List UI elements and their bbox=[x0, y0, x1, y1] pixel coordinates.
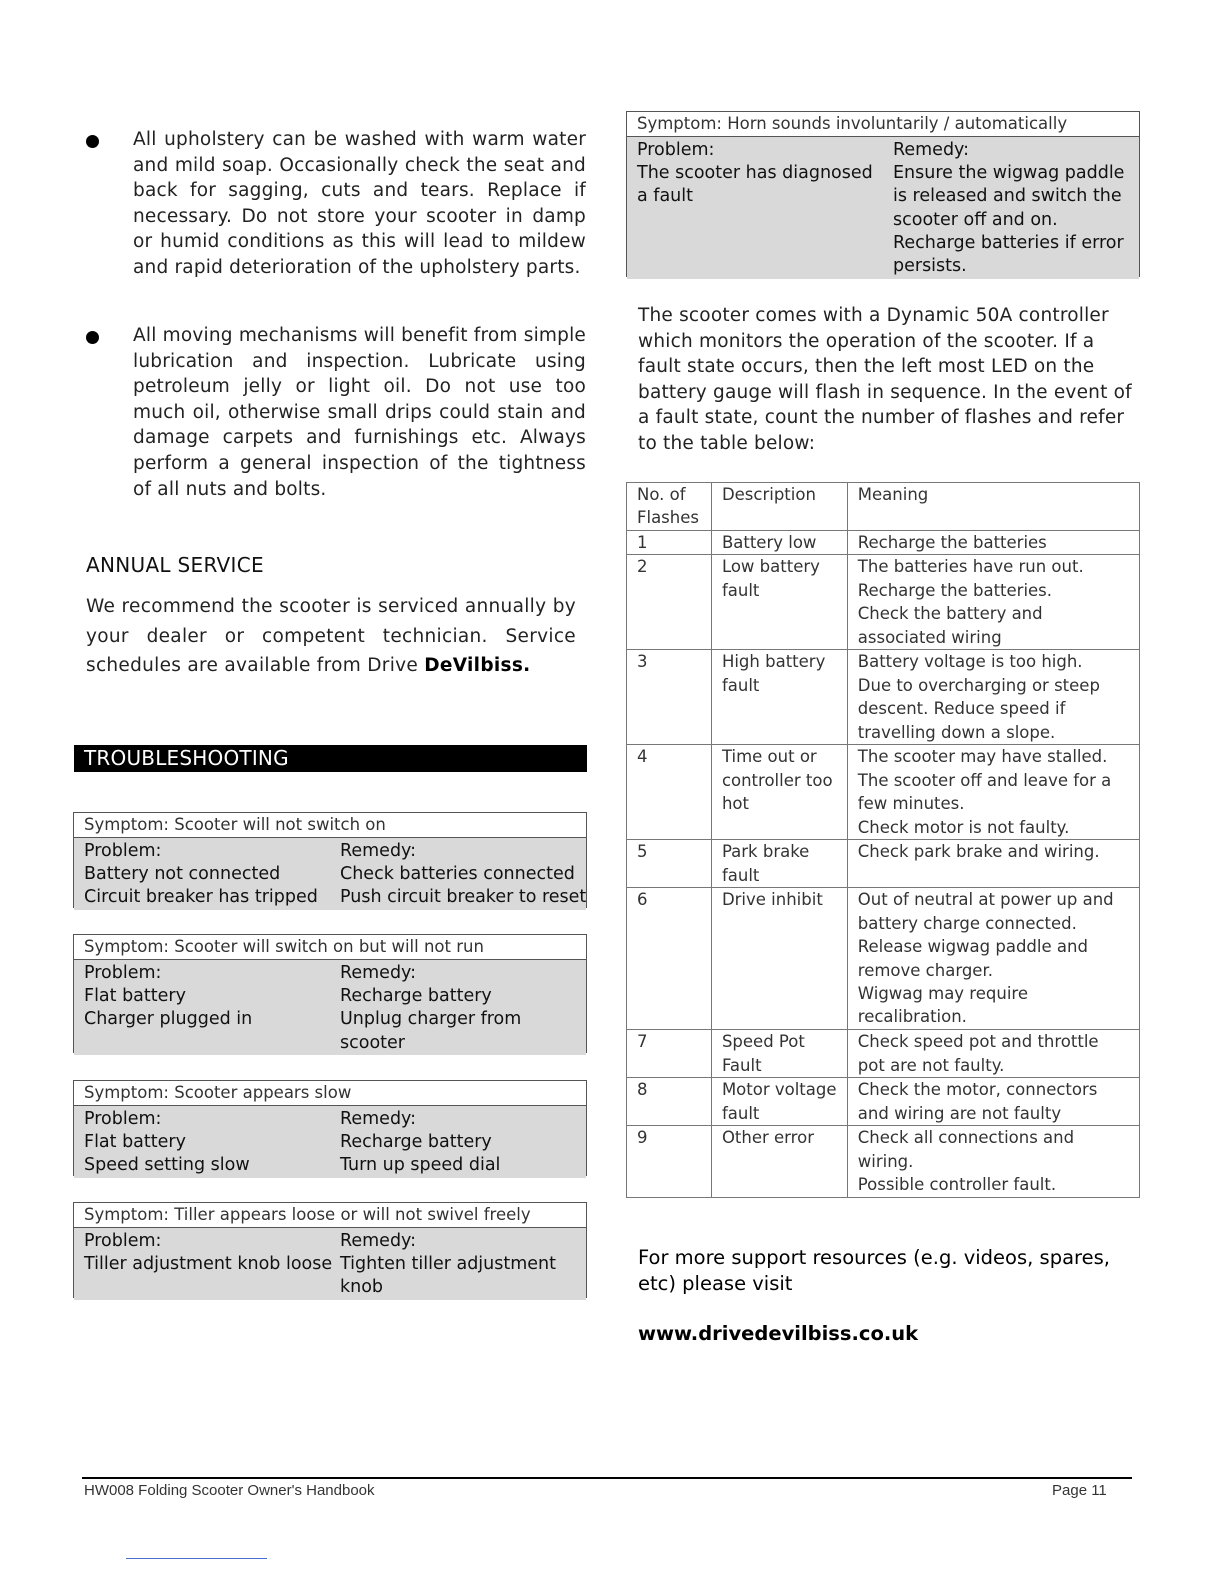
problem-item: Charger plugged in bbox=[84, 1009, 253, 1030]
problem-column bbox=[74, 962, 330, 1055]
bullet-dot-icon bbox=[86, 331, 99, 344]
description-cell: Time out or controller too hot bbox=[711, 745, 847, 840]
problem-column bbox=[74, 840, 330, 910]
meaning-line: Check park brake and wiring. bbox=[857, 842, 1100, 862]
description-cell: Low battery fault bbox=[711, 555, 847, 650]
meaning-cell bbox=[847, 555, 1139, 650]
problem-label: Problem: bbox=[84, 841, 162, 861]
remedy-column bbox=[330, 1108, 586, 1178]
problem-label: Problem: bbox=[84, 1109, 162, 1129]
remedy-column bbox=[330, 840, 586, 910]
symptom-body bbox=[74, 838, 586, 910]
table-row bbox=[627, 1126, 1140, 1197]
table-row bbox=[627, 650, 1140, 745]
problem-item: Battery not connected bbox=[84, 864, 281, 885]
remedy-column bbox=[330, 962, 586, 1055]
remedy-item: Recharge battery bbox=[340, 986, 492, 1007]
remedy-column bbox=[330, 1230, 586, 1300]
footer-divider bbox=[82, 1477, 1132, 1479]
bullet-dot-icon bbox=[86, 135, 99, 148]
meaning-cell bbox=[847, 1030, 1139, 1078]
troubleshooting-heading: TROUBLESHOOTING bbox=[74, 745, 587, 772]
description-cell: Battery low bbox=[711, 531, 847, 555]
bullet-upholstery bbox=[86, 127, 586, 281]
problem-item: Circuit breaker has tripped bbox=[84, 887, 318, 908]
meaning-line: few minutes. bbox=[857, 794, 965, 814]
meaning-line: Due to overcharging or steep bbox=[857, 675, 1100, 695]
problem-item: a fault bbox=[637, 186, 693, 207]
remedy-item: scooter bbox=[340, 1032, 405, 1053]
symptom-label: Symptom: Horn sounds involuntarily / automatically bbox=[627, 112, 1139, 137]
symptom-label: Symptom: Tiller appears loose or will not swivel freely bbox=[74, 1203, 586, 1228]
symptom-table-horn bbox=[626, 111, 1140, 277]
meaning-line: wiring. bbox=[857, 1151, 914, 1171]
brand-name: DeVilbiss. bbox=[424, 655, 531, 676]
table-row bbox=[627, 840, 1140, 888]
remedy-item: persists. bbox=[893, 256, 967, 277]
header-flashes: No. of Flashes bbox=[627, 483, 712, 531]
controller-paragraph: The scooter comes with a Dynamic 50A controller which monitors the operation of the scooter. If a fault state occurs, then the left most LED on the battery gauge will flash in sequence. In the event of a fault state, count the number of flashes and refer to the table below: bbox=[638, 305, 1132, 454]
problem-label: Problem: bbox=[84, 963, 162, 983]
remedy-item: Push circuit breaker to reset bbox=[340, 887, 587, 908]
flash-count-cell: 5 bbox=[627, 840, 712, 888]
symptom-table-appears-slow bbox=[73, 1080, 587, 1176]
table-row bbox=[627, 1030, 1140, 1078]
table-header-row bbox=[627, 483, 1140, 531]
meaning-line: Check speed pot and throttle bbox=[857, 1032, 1099, 1052]
remedy-item: Recharge batteries if error bbox=[893, 232, 1124, 253]
symptom-table-no-switch-on bbox=[73, 812, 587, 908]
meaning-line: Recharge the batteries. bbox=[857, 580, 1053, 600]
support-link[interactable]: www.drivedevilbiss.co.uk bbox=[638, 1322, 919, 1345]
header-description: Description bbox=[711, 483, 847, 531]
symptom-label: Symptom: Scooter will not switch on bbox=[74, 813, 586, 838]
problem-item: The scooter has diagnosed bbox=[637, 163, 873, 184]
bullet-moving-mechanisms bbox=[86, 323, 586, 502]
meaning-cell bbox=[847, 1078, 1139, 1126]
meaning-line: Battery voltage is too high. bbox=[857, 652, 1083, 672]
remedy-item: Recharge battery bbox=[340, 1132, 492, 1153]
flash-count-cell: 6 bbox=[627, 888, 712, 1030]
meaning-line: pot are not faulty. bbox=[857, 1055, 1005, 1075]
meaning-line: Recharge the batteries bbox=[857, 533, 1047, 552]
flash-count-cell: 9 bbox=[627, 1126, 712, 1197]
remedy-label: Remedy: bbox=[893, 140, 970, 160]
page-number: Page 11 bbox=[1052, 1482, 1107, 1499]
meaning-line: Possible controller fault. bbox=[857, 1175, 1057, 1195]
symptom-body bbox=[74, 960, 586, 1055]
problem-column bbox=[74, 1108, 330, 1178]
flash-count-cell: 3 bbox=[627, 650, 712, 745]
remedy-label: Remedy: bbox=[340, 1109, 417, 1129]
header-meaning: Meaning bbox=[847, 483, 1139, 531]
description-cell: Speed Pot Fault bbox=[711, 1030, 847, 1078]
symptom-table-tiller-loose bbox=[73, 1202, 587, 1298]
remedy-item: is released and switch the bbox=[893, 186, 1122, 207]
meaning-line: recalibration. bbox=[857, 1007, 967, 1027]
bullet-text: All upholstery can be washed with warm water and mild soap. Occasionally check the seat and back for sagging, cuts and tears. Replace if necessary. Do not store your scooter in damp or humid conditions as this will lead to mildew and rapid deterioration of the upholstery parts. bbox=[133, 129, 586, 278]
meaning-line: travelling down a slope. bbox=[857, 722, 1056, 742]
description-cell: Other error bbox=[711, 1126, 847, 1197]
meaning-line: Out of neutral at power up and bbox=[857, 890, 1114, 910]
symptom-table-will-not-run bbox=[73, 934, 587, 1053]
remedy-item: knob bbox=[340, 1277, 384, 1298]
description-cell: Park brake fault bbox=[711, 840, 847, 888]
symptom-label: Symptom: Scooter will switch on but will not run bbox=[74, 935, 586, 960]
footnote-line bbox=[126, 1558, 267, 1559]
meaning-line: Check the battery and bbox=[857, 604, 1043, 624]
table-row bbox=[627, 1078, 1140, 1126]
remedy-label: Remedy: bbox=[340, 963, 417, 983]
meaning-cell bbox=[847, 840, 1139, 888]
remedy-item: Unplug charger from bbox=[340, 1009, 522, 1030]
meaning-cell bbox=[847, 745, 1139, 840]
remedy-column bbox=[883, 139, 1139, 279]
remedy-item: Check batteries connected bbox=[340, 864, 575, 885]
meaning-line: Check the motor, connectors bbox=[857, 1080, 1098, 1100]
remedy-item: Ensure the wigwag paddle bbox=[893, 163, 1125, 184]
annual-service-heading: ANNUAL SERVICE bbox=[86, 553, 264, 577]
flash-count-cell: 2 bbox=[627, 555, 712, 650]
description-cell: High battery fault bbox=[711, 650, 847, 745]
flash-table-body bbox=[627, 483, 1140, 1198]
table-row bbox=[627, 555, 1140, 650]
remedy-item: scooter off and on. bbox=[893, 209, 1058, 230]
meaning-line: remove charger. bbox=[857, 960, 993, 980]
problem-column bbox=[627, 139, 883, 279]
meaning-line: The scooter may have stalled. bbox=[857, 747, 1108, 767]
problem-item: Speed setting slow bbox=[84, 1155, 250, 1176]
problem-label: Problem: bbox=[637, 140, 715, 160]
meaning-line: Check all connections and bbox=[857, 1128, 1075, 1148]
annual-service-body: We recommend the scooter is serviced annually by your dealer or competent technician. Service schedules are available from Drive bbox=[86, 596, 576, 676]
meaning-line: Wigwag may require bbox=[857, 984, 1028, 1004]
meaning-cell bbox=[847, 531, 1139, 555]
remedy-label: Remedy: bbox=[340, 841, 417, 861]
problem-item: Tiller adjustment knob loose bbox=[84, 1254, 333, 1275]
meaning-line: Release wigwag paddle and bbox=[857, 937, 1088, 957]
remedy-label: Remedy: bbox=[340, 1231, 417, 1251]
remedy-item: Tighten tiller adjustment bbox=[340, 1254, 556, 1275]
symptom-label: Symptom: Scooter appears slow bbox=[74, 1081, 586, 1106]
remedy-item: Turn up speed dial bbox=[340, 1155, 501, 1176]
footer-title: HW008 Folding Scooter Owner's Handbook bbox=[84, 1482, 375, 1499]
problem-item: Flat battery bbox=[84, 986, 186, 1007]
table-row bbox=[627, 531, 1140, 555]
meaning-line: Check motor is not faulty. bbox=[857, 817, 1070, 837]
symptom-body bbox=[74, 1106, 586, 1178]
problem-label: Problem: bbox=[84, 1231, 162, 1251]
table-row bbox=[627, 745, 1140, 840]
flash-count-cell: 4 bbox=[627, 745, 712, 840]
problem-column bbox=[74, 1230, 333, 1300]
flash-count-cell: 7 bbox=[627, 1030, 712, 1078]
meaning-line: The batteries have run out. bbox=[857, 557, 1084, 577]
description-cell: Motor voltage fault bbox=[711, 1078, 847, 1126]
table-row bbox=[627, 888, 1140, 1030]
flash-code-table bbox=[626, 482, 1140, 1198]
meaning-line: and wiring are not faulty bbox=[857, 1103, 1062, 1123]
meaning-line: descent. Reduce speed if bbox=[857, 699, 1066, 719]
annual-service-text bbox=[86, 592, 576, 681]
problem-item: Flat battery bbox=[84, 1132, 186, 1153]
flash-count-cell: 8 bbox=[627, 1078, 712, 1126]
meaning-line: battery charge connected. bbox=[857, 913, 1077, 933]
meaning-cell bbox=[847, 1126, 1139, 1197]
meaning-cell bbox=[847, 650, 1139, 745]
meaning-line: associated wiring bbox=[857, 627, 1002, 647]
meaning-cell bbox=[847, 888, 1139, 1030]
meaning-line: The scooter off and leave for a bbox=[857, 770, 1112, 790]
bullet-text: All moving mechanisms will benefit from simple lubrication and inspection. Lubricate using petroleum jelly or light oil. Do not use too much oil, otherwise small drips could stain and damage carpets and furnishings etc. Always perform a general inspection of the tightness of all nuts and bolts. bbox=[133, 325, 586, 500]
symptom-body bbox=[74, 1228, 586, 1300]
description-cell: Drive inhibit bbox=[711, 888, 847, 1030]
flash-count-cell: 1 bbox=[627, 531, 712, 555]
symptom-body bbox=[627, 137, 1139, 279]
support-text: For more support resources (e.g. videos, spares, etc) please visit bbox=[638, 1246, 1110, 1295]
